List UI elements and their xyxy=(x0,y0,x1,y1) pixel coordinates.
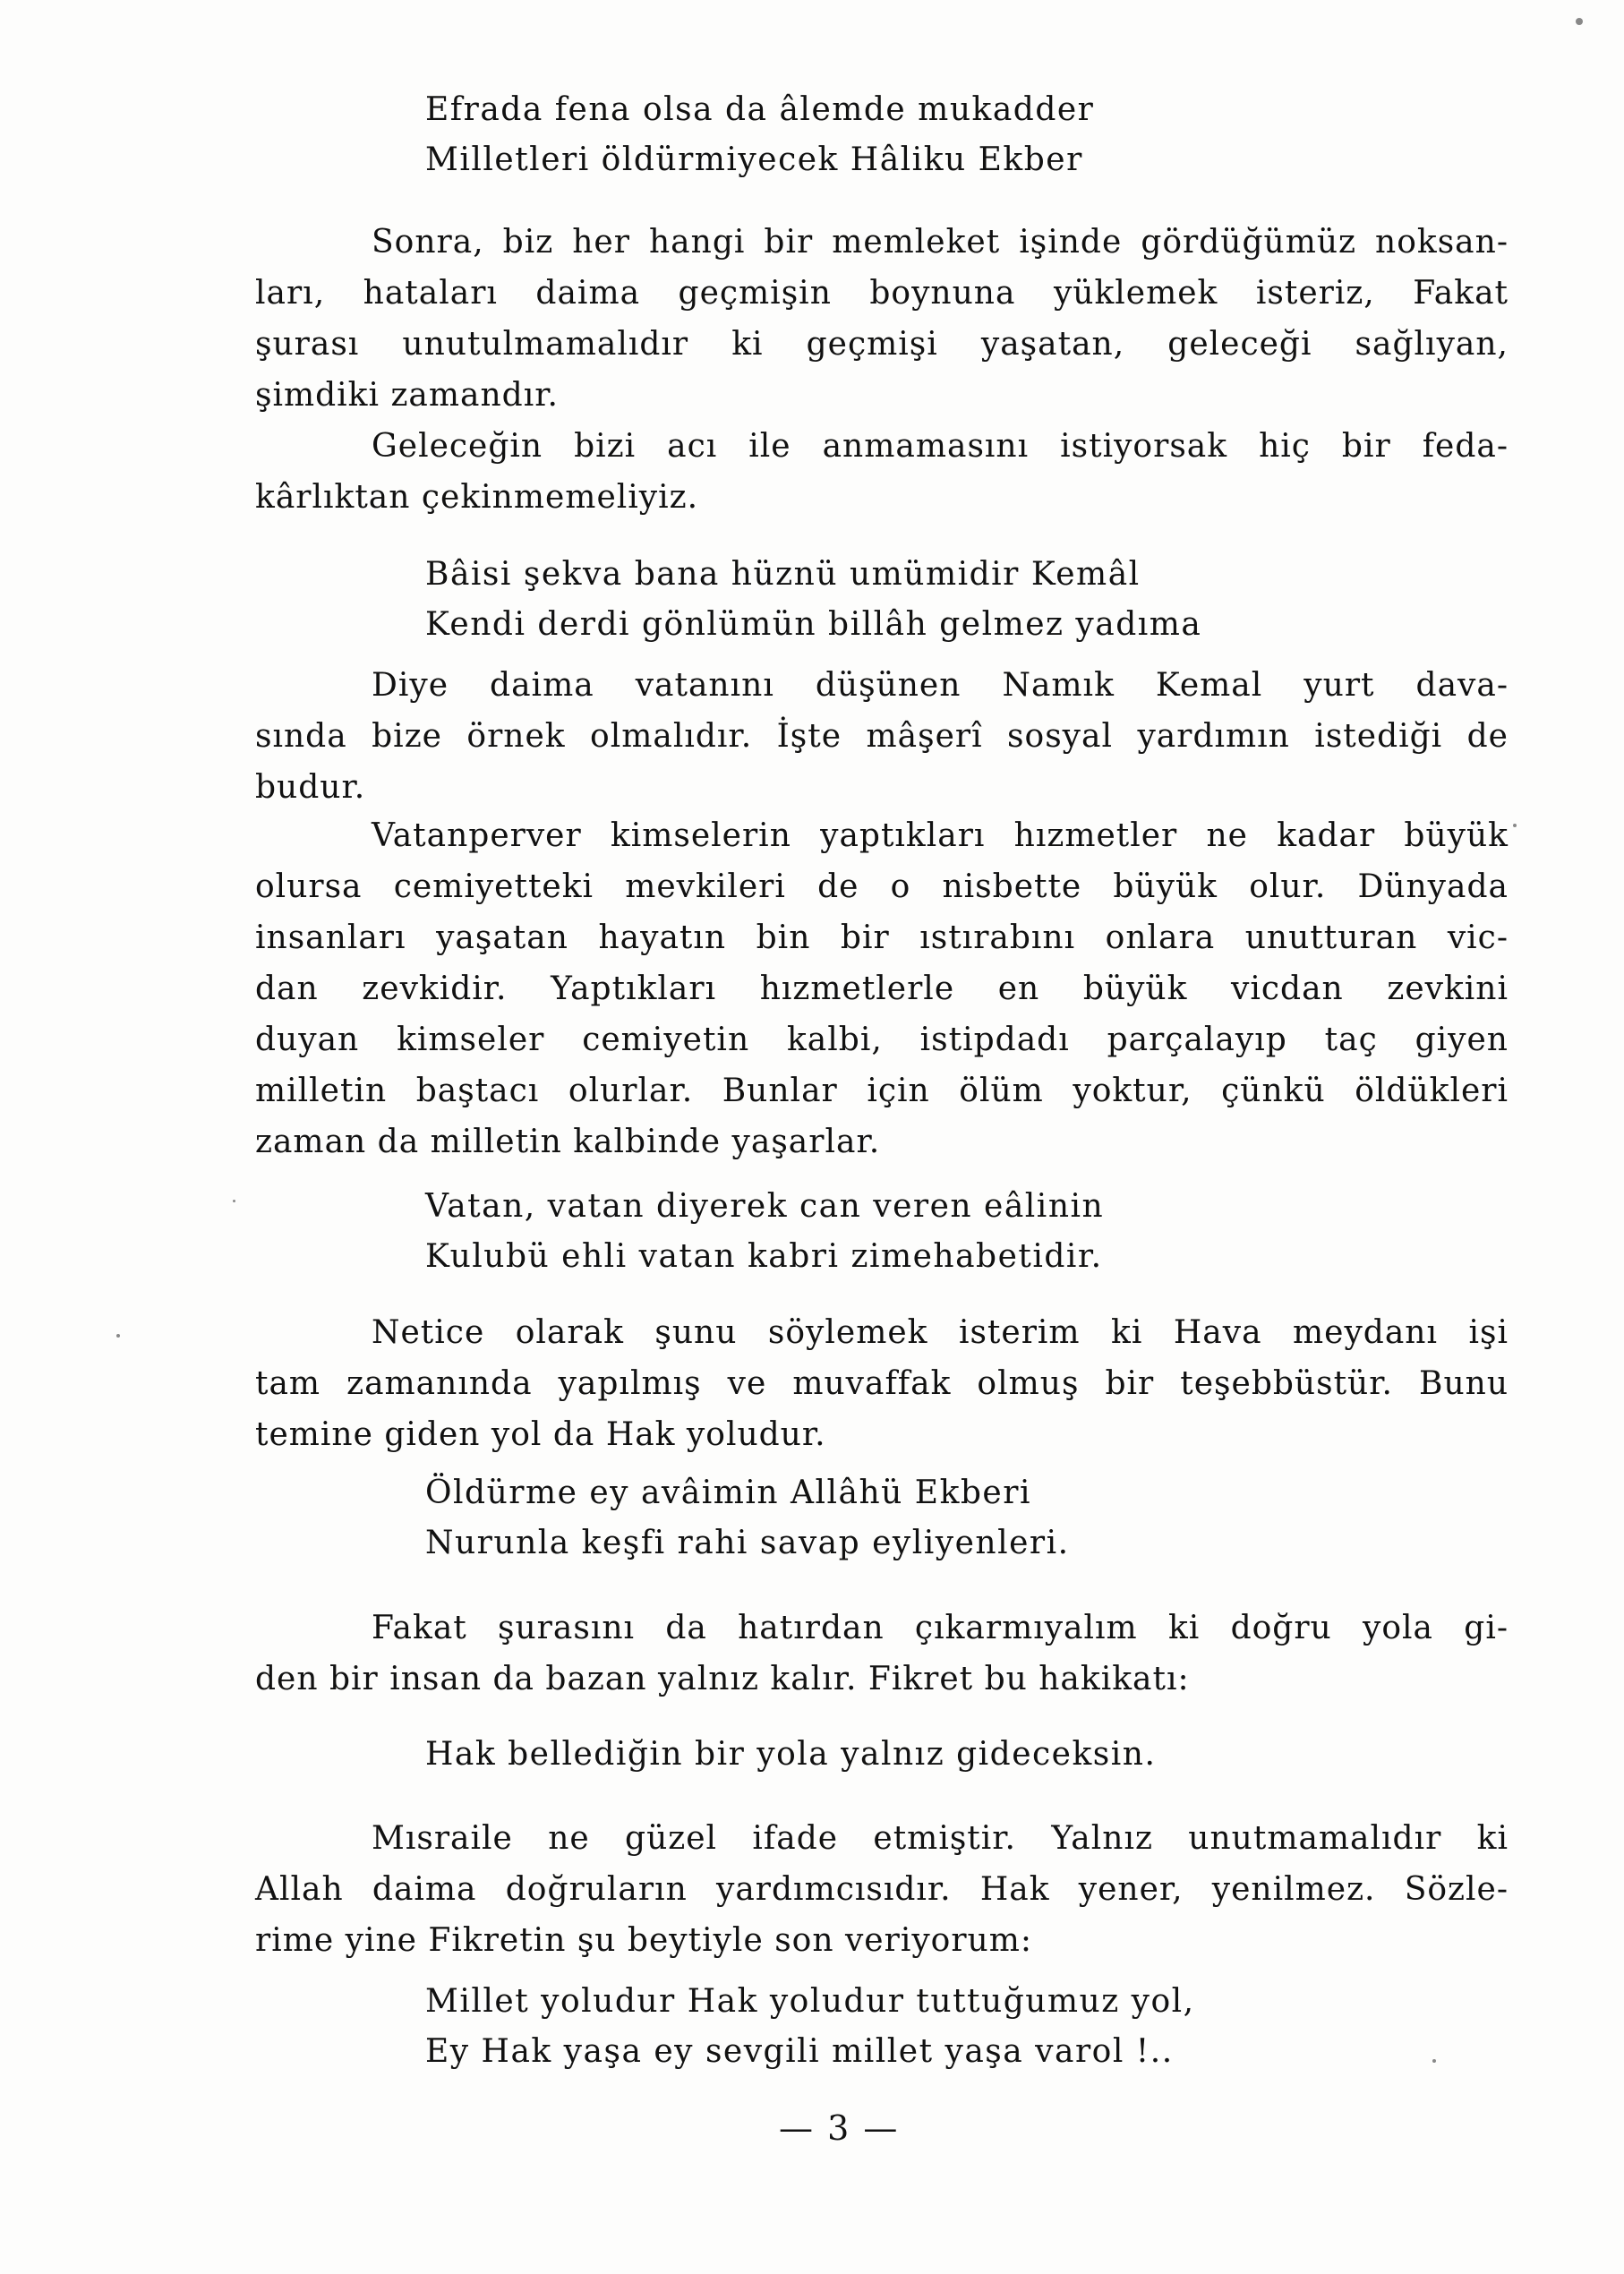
paragraph-line: milletin baştacı olurlar. Bunlar için ölüm yoktur, çünkü öldükleri xyxy=(255,1073,1509,1109)
paragraph-line: sında bize örnek olmalıdır. İşte mâşerî sosyal yardımın istediği de xyxy=(255,718,1509,755)
verse-2 xyxy=(425,550,1410,650)
paragraph-line: duyan kimseler cemiyetin kalbi, istipdadı parçalayıp taç giyen xyxy=(255,1022,1509,1058)
paragraph-line: kârlıktan çekinmemeliyiz. xyxy=(255,479,699,516)
paragraph-line: Vatanperver kimselerin yaptıkları hızmetler ne kadar büyük xyxy=(372,817,1509,854)
paragraph-line: temine giden yol da Hak yoludur. xyxy=(255,1416,826,1453)
paragraph-4 xyxy=(255,810,1509,1167)
verse-1 xyxy=(425,85,1410,185)
verse-6 xyxy=(425,1977,1410,2077)
paragraph-line: Sonra, biz her hangi bir memleket işinde gördüğümüz noksan- xyxy=(372,224,1509,261)
verse-line: Vatan, vatan diyerek can veren eâlinin xyxy=(425,1188,1105,1225)
paragraph-2 xyxy=(255,421,1509,523)
verse-line: Efrada fena olsa da âlemde mukadder xyxy=(425,91,1095,128)
paragraph-line: olursa cemiyetteki mevkileri de o nisbette büyük olur. Dünyada xyxy=(255,868,1509,905)
scan-speck xyxy=(233,1200,235,1202)
verse-3 xyxy=(425,1182,1410,1282)
verse-line: Milletleri öldürmiyecek Hâliku Ekber xyxy=(425,141,1083,178)
paragraph-3 xyxy=(255,660,1509,813)
page-number: — 3 — xyxy=(779,2108,900,2148)
verse-5 xyxy=(425,1730,1410,1780)
verse-line: Nurunla keşfi rahi savap eyliyenleri. xyxy=(425,1525,1070,1561)
verse-line: Öldürme ey avâimin Allâhü Ekberi xyxy=(425,1475,1031,1511)
paragraph-line: Netice olarak şunu söylemek isterim ki Hava meydanı işi xyxy=(372,1314,1509,1351)
verse-line: Hak bellediğin bir yola yalnız gideceksin. xyxy=(425,1736,1157,1773)
paragraph-line: Mısraile ne güzel ifade etmiştir. Yalnız unutmamalıdır ki xyxy=(372,1820,1509,1857)
paragraph-line: tam zamanında yapılmış ve muvaffak olmuş bir teşebbüstür. Bunu xyxy=(255,1365,1509,1402)
paragraph-line: ları, hataları daima geçmişin boynuna yüklemek isteriz, Fakat xyxy=(255,275,1509,312)
paragraph-6 xyxy=(255,1603,1509,1705)
verse-line: Kulubü ehli vatan kabri zimehabetidir. xyxy=(425,1238,1103,1275)
paragraph-line: rime yine Fikretin şu beytiyle son veriyorum: xyxy=(255,1922,1033,1959)
paragraph-line: Diye daima vatanını düşünen Namık Kemal yurt dava- xyxy=(372,667,1509,704)
paragraph-line: budur. xyxy=(255,769,366,806)
verse-line: Bâisi şekva bana hüznü umümidir Kemâl xyxy=(425,556,1141,593)
paragraph-1 xyxy=(255,217,1509,421)
scan-speck xyxy=(1432,2059,1436,2063)
scan-speck xyxy=(1576,18,1583,25)
paragraph-line: şimdiki zamandır. xyxy=(255,377,559,414)
paragraph-line: den bir insan da bazan yalnız kalır. Fikret bu hakikatı: xyxy=(255,1661,1190,1697)
verse-4 xyxy=(425,1468,1410,1569)
scan-speck xyxy=(116,1334,120,1338)
paragraph-line: zaman da milletin kalbinde yaşarlar. xyxy=(255,1124,881,1160)
verse-line: Millet yoludur Hak yoludur tuttuğumuz yol, xyxy=(425,1983,1195,2020)
verse-line: Ey Hak yaşa ey sevgili millet yaşa varol !.. xyxy=(425,2033,1174,2070)
scan-speck xyxy=(1513,824,1517,827)
paragraph-line: Fakat şurasını da hatırdan çıkarmıyalım ki doğru yola gi- xyxy=(372,1610,1509,1646)
paragraph-line: insanları yaşatan hayatın bin bir ıstırabını onlara unutturan vic- xyxy=(255,919,1509,956)
verse-line: Kendi derdi gönlümün billâh gelmez yadıma xyxy=(425,606,1202,643)
paragraph-line: şurası unutulmamalıdır ki geçmişi yaşatan, geleceği sağlıyan, xyxy=(255,326,1509,363)
paragraph-5 xyxy=(255,1307,1509,1460)
paragraph-line: dan zevkidir. Yaptıkları hızmetlerle en büyük vicdan zevkini xyxy=(255,970,1509,1007)
paragraph-line: Geleceğin bizi acı ile anmamasını istiyorsak hiç bir feda- xyxy=(372,428,1509,465)
paragraph-7 xyxy=(255,1813,1509,1966)
paragraph-line: Allah daima doğruların yardımcısıdır. Hak yener, yenilmez. Sözle- xyxy=(255,1871,1509,1908)
